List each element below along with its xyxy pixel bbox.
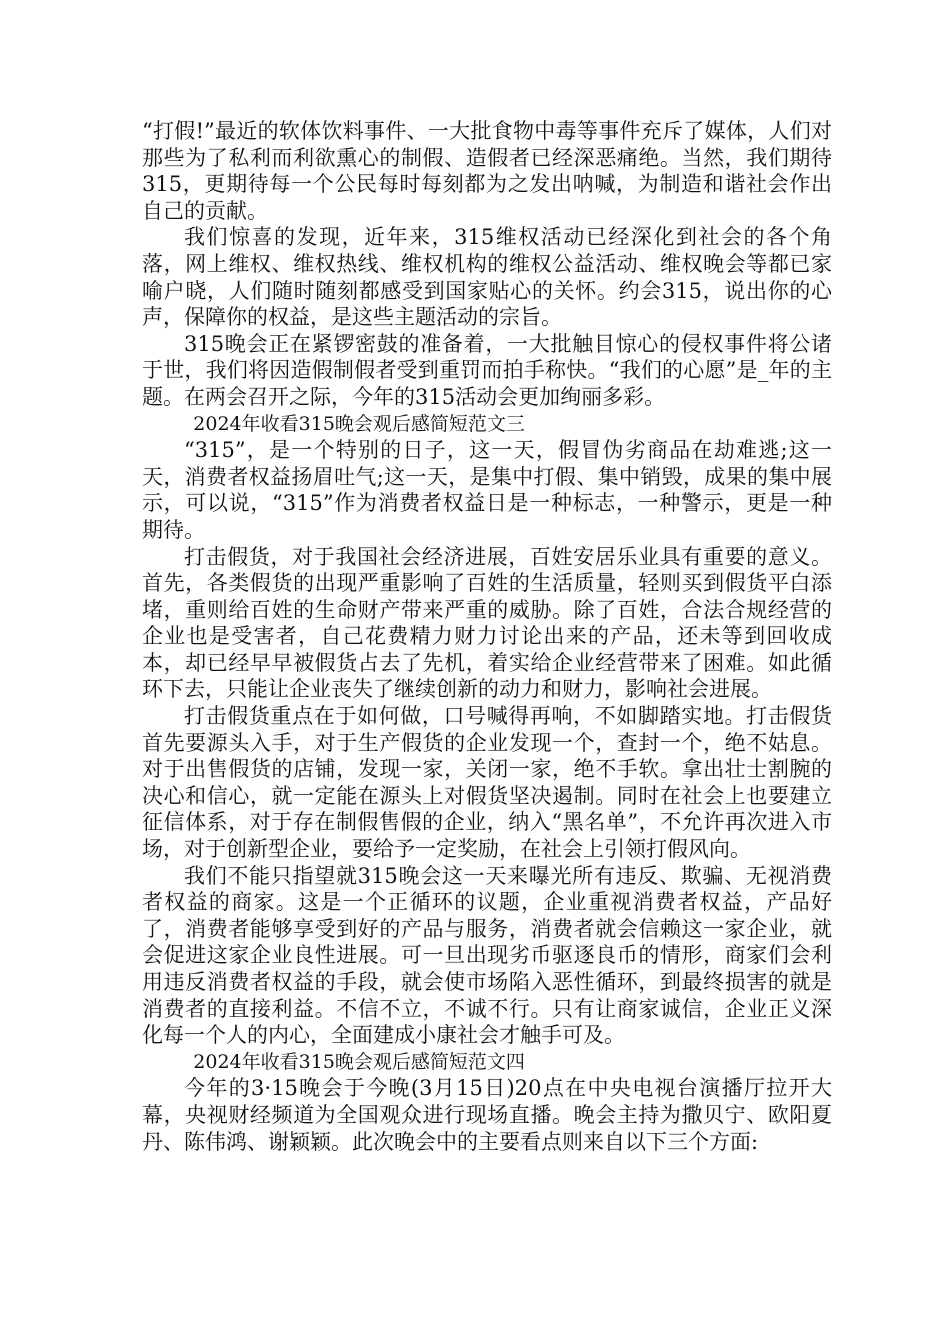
paragraph-3: 315晚会正在紧锣密鼓的准备着，一大批触目惊心的侵权事件将公诸于世，我们将因造假制假者受到重罚而拍手称快。“我们的心愿”是_年的主题。在两会召开之际，今年的315活动会更加绚丽多彩。 xyxy=(142,331,832,409)
paragraph-5: 打击假货，对于我国社会经济进展，百姓安居乐业具有重要的意义。首先，各类假货的出现严重影响了百姓的生活质量，轻则买到假货平白添堵，重则给百姓的生命财产带来严重的威胁。除了百姓，合法合规经营的企业也是受害者，自己花费精力财力讨论出来的产品，还未等到回收成本，却已经早早被假货占去了先机，着实给企业经营带来了困难。如此循环下去，只能让企业丧失了继续创新的动力和财力，影响社会进展。 xyxy=(142,544,832,702)
paragraph-6: 打击假货重点在于如何做，口号喊得再响，不如脚踏实地。打击假货首先要源头入手，对于生产假货的企业发现一个，查封一个，绝不姑息。对于出售假货的店铺，发现一家，关闭一家，绝不手软。拿出壮士割腕的决心和信心，就一定能在源头上对假货坚决遏制。同时在社会上也要建立征信体系，对于存在制假售假的企业，纳入“黑名单”，不允许再次进入市场，对于创新型企业，要给予一定奖励，在社会上引领打假风向。 xyxy=(142,704,832,862)
paragraph-4: “315”，是一个特别的日子，这一天，假冒伪劣商品在劫难逃;这一天，消费者权益扬眉吐气;这一天，是集中打假、集中销毁，成果的集中展示，可以说，“315”作为消费者权益日是一种标志，一种警示，更是一种期待。 xyxy=(142,438,832,542)
paragraph-8: 今年的3·15晚会于今晚(3月15日)20点在中央电视台演播厅拉开大幕，央视财经频道为全国观众进行现场直播。晚会主持为撒贝宁、欧阳夏丹、陈伟鸿、谢颖颖。此次晚会中的主要看点则来自以下三个方面: xyxy=(142,1076,832,1154)
section-heading-3: 2024年收看315晚会观后感简短范文三 xyxy=(193,412,525,435)
section-heading-4: 2024年收看315晚会观后感简短范文四 xyxy=(193,1050,525,1073)
paragraph-1: “打假!”最近的软体饮料事件、一大批食物中毒等事件充斥了媒体，人们对那些为了私利而利欲熏心的制假、造假者已经深恶痛绝。当然，我们期待315，更期待每一个公民每时每刻都为之发出呐喊，为制造和谐社会作出自己的贡献。 xyxy=(142,119,832,223)
paragraph-2: 我们惊喜的发现，近年来，315维权活动已经深化到社会的各个角落，网上维权、维权热线、维权机构的维权公益活动、维权晚会等都已家喻户晓，人们随时随刻都感受到国家贴心的关怀。约会315，说出你的心声，保障你的权益，是这些主题活动的宗旨。 xyxy=(142,225,832,330)
document-body xyxy=(142,118,832,1155)
paragraph-7: 我们不能只指望就315晚会这一天来曝光所有违反、欺骗、无视消费者权益的商家。这是一个正循环的议题，企业重视消费者权益，产品好了，消费者能够享受到好的产品与服务，消费者就会信赖这一家企业，就会促进这家企业良性进展。可一旦出现劣币驱逐良币的情形，商家们会利用违反消费者权益的手段，就会使市场陷入恶性循环，到最终损害的就是消费者的直接利益。不信不立，不诚不行。只有让商家诚信，企业正义深化每一个人的内心，全面建成小康社会才触手可及。 xyxy=(142,863,832,1048)
